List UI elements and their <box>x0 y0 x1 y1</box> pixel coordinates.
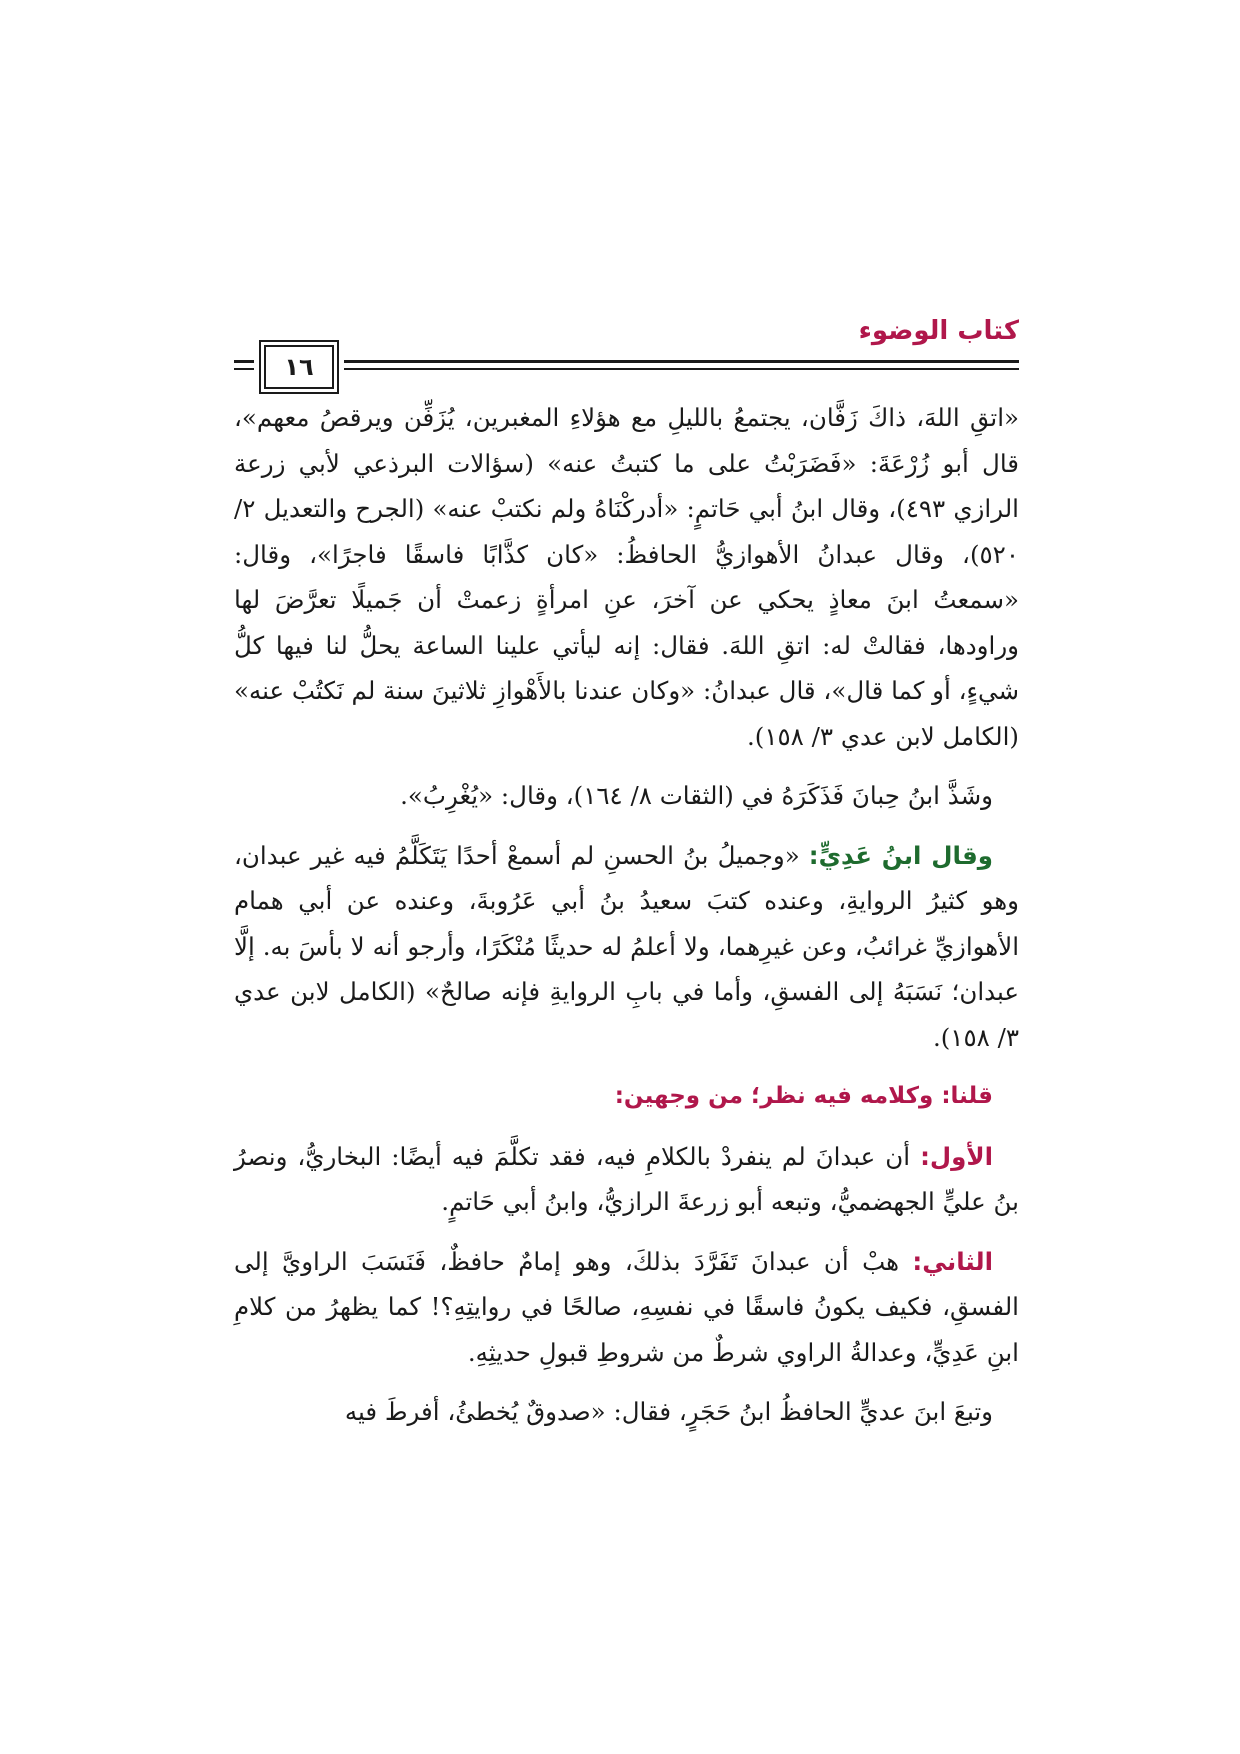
ibn-adi-text: «وجميلُ بنُ الحسنِ لم أسمعْ أحدًا يَتَكَلَّمُ فيه غير عبدان، وهو كثيرُ الروايةِ، وعنده كتبَ سعيدُ بنُ أبي عَرُوبةَ، وعنده عن أبي همام الأهوازيِّ غرائبُ، وعن غيرِهما، ولا أعلمُ له حديثًا مُنْكَرًا، وأرجو أنه لا بأسَ به. إلَّا عبدان؛ نَسَبَهُ إلى الفسقِ، وأما في بابِ الروايةِ فإنه صالحٌ» (الكامل لابن عدي ٣/ ١٥٨). <box>234 840 1019 1052</box>
header-rule-bottom <box>234 368 1019 370</box>
first-point-label: الأول: <box>920 1141 993 1171</box>
paragraph-ibn-hibban: وشَذَّ ابنُ حِبانَ فَذَكَرَهُ في (الثقات ٨/ ١٦٤)، وقال: «يُغْرِبُ». <box>400 781 993 810</box>
paragraph-second-point <box>234 1239 1019 1376</box>
second-point-text: هبْ أن عبدانَ تَفَرَّدَ بذلكَ، وهو إمامٌ حافظٌ، فَنَسَبَ الراويَّ إلى الفسقِ، فكيف يكونُ فاسقًا في نفسِهِ، صالحًا في روايتِهِ؟! كما يظهرُ من كلامِ ابنِ عَدِيٍّ، وعدالةُ الراوي شرطٌ من شروطِ قبولِ حديثِهِ. <box>234 1246 1019 1367</box>
chapter-title: كتاب الوضوء <box>858 316 1019 346</box>
paragraph-first-point <box>234 1134 1019 1225</box>
header-rule-top <box>234 360 1019 363</box>
page-number: ١٦ <box>284 353 314 381</box>
first-point-text: أن عبدانَ لم ينفردْ بالكلامِ فيه، فقد تكلَّمَ فيه أيضًا: البخاريُّ، ونصرُ بنُ عليٍّ الجهضميُّ، وتبعه أبو زرعةَ الرازيُّ، وابنُ أبي حَاتمٍ. <box>234 1141 1019 1216</box>
page-header <box>234 316 1019 381</box>
paragraph-ibn-hajar: وتبعَ ابنَ عديٍّ الحافظُ ابنُ حَجَرٍ، فقال: «صدوقٌ يُخطئُ، أفرطَ فيه <box>344 1397 993 1426</box>
paragraph-narration: «اتقِ اللهَ، ذاكَ زَفَّان، يجتمعُ بالليلِ مع هؤلاءِ المغبرين، يُزَفِّن ويرقصُ معهم»، قال أبو زُرْعَةَ: «فَضَرَبْتُ على ما كتبتُ عنه» (سؤالات البرذعي لأبي زرعة الرازي ٤٩٣)، وقال ابنُ أبي حَاتمٍ: «أدركْنَاهُ ولم نكتبْ عنه» (الجرح والتعديل ٢/ ٥٢٠)، وقال عبدانُ الأهوازيُّ الحافظُ: «كان كذَّابًا فاسقًا فاجرًا»، وقال: «سمعتُ ابنَ معاذٍ يحكي عن آخرَ، عنِ امرأةٍ زعمتْ أن جَميلًا تعرَّضَ لها وراودها، فقالتْ له: اتقِ اللهَ. فقال: إنه ليأتي علينا الساعة يحلُّ لنا فيها كلُّ شيءٍ، أو كما قال»، قال عبدانُ: «وكان عندنا بالأَهْوازِ ثلاثينَ سنة لم نَكتُبْ عنه» (الكامل لابن عدي ٣/ ١٥٨). <box>234 403 1019 751</box>
page-body <box>234 395 1019 1449</box>
paragraph-ibn-adi <box>234 833 1019 1061</box>
page-number-box <box>264 345 334 389</box>
section-heading: قلنا: وكلامه فيه نظر؛ من وجهين: <box>614 1083 993 1109</box>
ibn-adi-label: وقال ابنُ عَدِيٍّ: <box>808 840 993 870</box>
second-point-label: الثاني: <box>912 1246 993 1276</box>
